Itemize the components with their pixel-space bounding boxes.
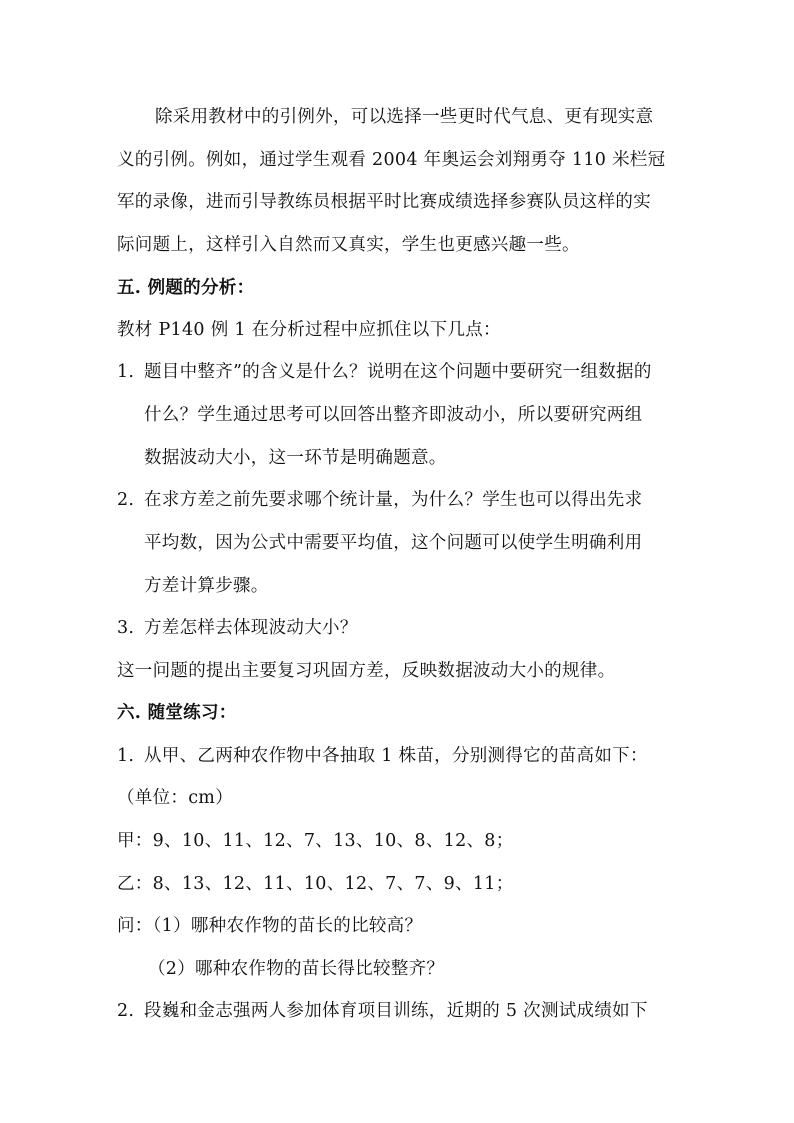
intro-line-4: 际问题上，这样引入自然而又真实，学生也更感兴趣一些。	[117, 235, 580, 255]
list-item-1-line-3: 数据波动大小，这一环节是明确题意。	[144, 448, 447, 468]
exercise-1-question-1: 问：（1）哪种农作物的苗长的比较高？	[117, 916, 423, 936]
list-item-1	[117, 360, 652, 384]
list-item-number: 2.	[117, 490, 135, 510]
list-item-2-line-3: 方差计算步骤。	[144, 576, 269, 596]
section-5-lead: 教材 P140 例 1 在分析过程中应抓住以下几点：	[117, 320, 501, 340]
list-item-text: 方差怎样去体现波动大小？	[144, 618, 358, 638]
intro-line-2: 义的引例。例如，通过学生观看 2004 年奥运会刘翔勇夺 110 米栏冠	[117, 150, 666, 170]
list-item-3	[117, 616, 358, 640]
section-6-heading: 六. 随堂练习：	[117, 703, 237, 723]
exercise-number: 2.	[117, 1001, 135, 1021]
list-item-text: 在求方差之前先要求哪个统计量，为什么？学生也可以得出先求	[144, 490, 643, 510]
list-item-number: 3.	[117, 618, 135, 638]
exercise-1-question-2: （2）哪种农作物的苗长得比较整齐？	[148, 959, 445, 979]
intro-line-1: 除采用教材中的引例外，可以选择一些更时代气息、更有现实意	[155, 107, 654, 127]
exercise-1	[117, 744, 648, 768]
exercise-1-data-jia: 甲：9、10、11、12、7、13、10、8、12、8；	[117, 831, 514, 851]
exercise-text: 段巍和金志强两人参加体育项目训练，近期的 5 次测试成绩如下	[144, 1001, 648, 1021]
exercise-1-data-yi: 乙：8、13、12、11、10、12、7、7、9、11；	[117, 874, 514, 894]
list-item-2-line-2: 平均数，因为公式中需要平均值，这个问题可以使学生明确利用	[144, 533, 643, 553]
section-5-closing: 这一问题的提出主要复习巩固方差，反映数据波动大小的规律。	[117, 661, 616, 681]
exercise-1-unit: （单位：cm）	[117, 788, 233, 808]
exercise-text: 从甲、乙两种农作物中各抽取 1 株苗，分别测得它的苗高如下：	[144, 746, 648, 766]
list-item-number: 1.	[117, 362, 135, 382]
list-item-2	[117, 488, 642, 512]
section-5-heading: 五. 例题的分析：	[117, 278, 255, 298]
exercise-2	[117, 999, 648, 1023]
list-item-1-line-2: 什么？学生通过思考可以回答出整齐即波动小，所以要研究两组	[144, 405, 643, 425]
exercise-number: 1.	[117, 746, 135, 766]
list-item-text: 题目中整齐”的含义是什么？说明在这个问题中要研究一组数据的	[144, 362, 652, 382]
intro-line-3: 军的录像，进而引导教练员根据平时比赛成绩选择参赛队员这样的实	[117, 192, 651, 212]
